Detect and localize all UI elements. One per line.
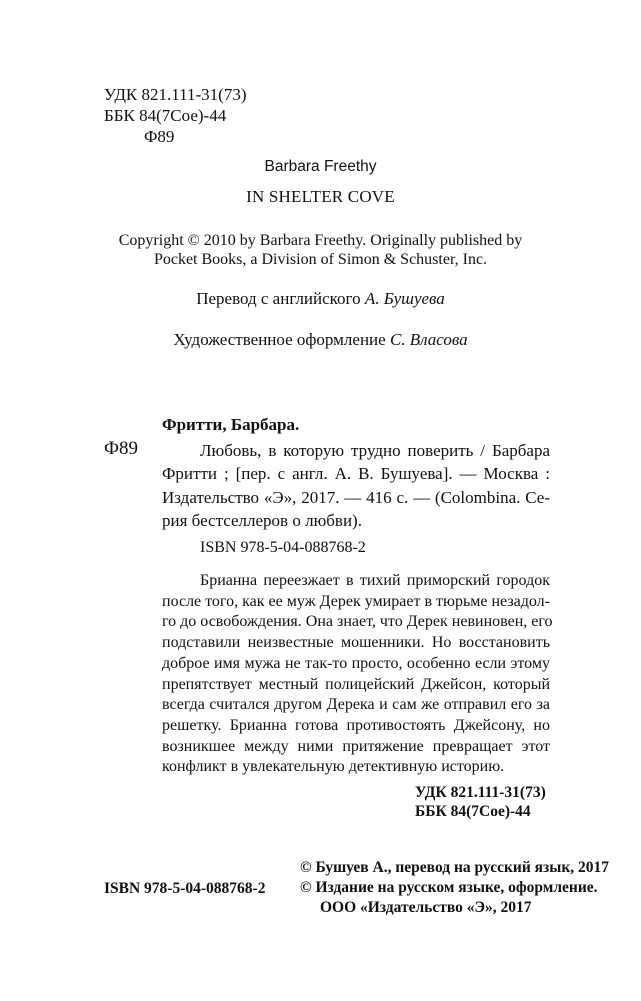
author-mark-top: Ф89 (144, 127, 175, 146)
annotation-line: го до освобождения. Она знает, что Дерек невиновен, его (162, 613, 553, 631)
annotation (162, 571, 553, 778)
catalog-author-mark: Ф89 (104, 438, 139, 459)
annotation-line: возникшее между ними притяжение превращает этот (162, 737, 550, 755)
udk-code-top: УДК 821.111-31(73) (104, 85, 247, 104)
annotation-line: подставили неизвестные мошенники. Но восстановить (162, 634, 550, 652)
annotation-line: препятствует местный полицейский Джейсон, который (162, 675, 550, 693)
annotation-line: конфликт в увлекательную детективную историю. (162, 758, 505, 776)
catalog-desc-line: Любовь, в которую трудно поверить / Барбара (200, 441, 550, 460)
catalog-desc-line: Фритти ; [пер. с англ. А. В. Бушуева]. — Москва : (162, 464, 550, 484)
catalog-description (162, 439, 550, 532)
bbk-code-bottom: ББК 84(7Сое)-44 (415, 803, 531, 820)
original-title: IN SHELTER COVE (246, 187, 395, 206)
rights-line-3: ООО «Издательство «Э», 2017 (320, 899, 532, 916)
design-label: Художественное оформление (173, 330, 386, 349)
original-author (0, 158, 641, 176)
translation-label: Перевод с английского (196, 289, 361, 308)
copyright-line-2: Pocket Books, a Division of Simon & Schuster, Inc. (153, 251, 488, 268)
annotation-line: всегда считался другом Дерека и сам же отправил его за (162, 696, 550, 714)
translator-name: А. Бушуева (364, 289, 445, 308)
rights-line-2: © Издание на русском языке, оформление. (300, 879, 598, 896)
design-credit (0, 330, 641, 350)
annotation-line: доброе имя мужа не так-то просто, особенно если этому (162, 654, 550, 672)
udk-code-bottom: УДК 821.111-31(73) (415, 784, 546, 801)
isbn-bottom: ISBN 978-5-04-088768-2 (104, 880, 266, 897)
annotation-line: Брианна переезжает в тихий приморский городок (200, 572, 550, 589)
catalog-isbn: ISBN 978-5-04-088768-2 (200, 539, 366, 556)
annotation-line: после того, как ее муж Дерек умирает в тюрьме незадол- (162, 592, 550, 610)
copyright-line-1: Copyright © 2010 by Barbara Freethy. Originally published by (118, 232, 523, 249)
catalog-author-heading: Фритти, Барбара. (162, 415, 300, 434)
designer-name: С. Власова (389, 330, 468, 349)
bbk-code-top: ББК 84(7Сое)-44 (104, 106, 227, 125)
translation-credit (0, 289, 641, 309)
rights-line-1: © Бушуев А., перевод на русский язык, 2017 (300, 859, 610, 876)
annotation-line: решетку. Брианна готова противостоять Джейсону, но (162, 716, 550, 734)
original-author-text: Barbara Freethy (264, 158, 377, 175)
catalog-desc-line: Издательство «Э», 2017. — 416 с. — (Colombina. Се- (162, 487, 550, 507)
catalog-desc-line: рия бестселлеров о любви). (162, 510, 362, 530)
